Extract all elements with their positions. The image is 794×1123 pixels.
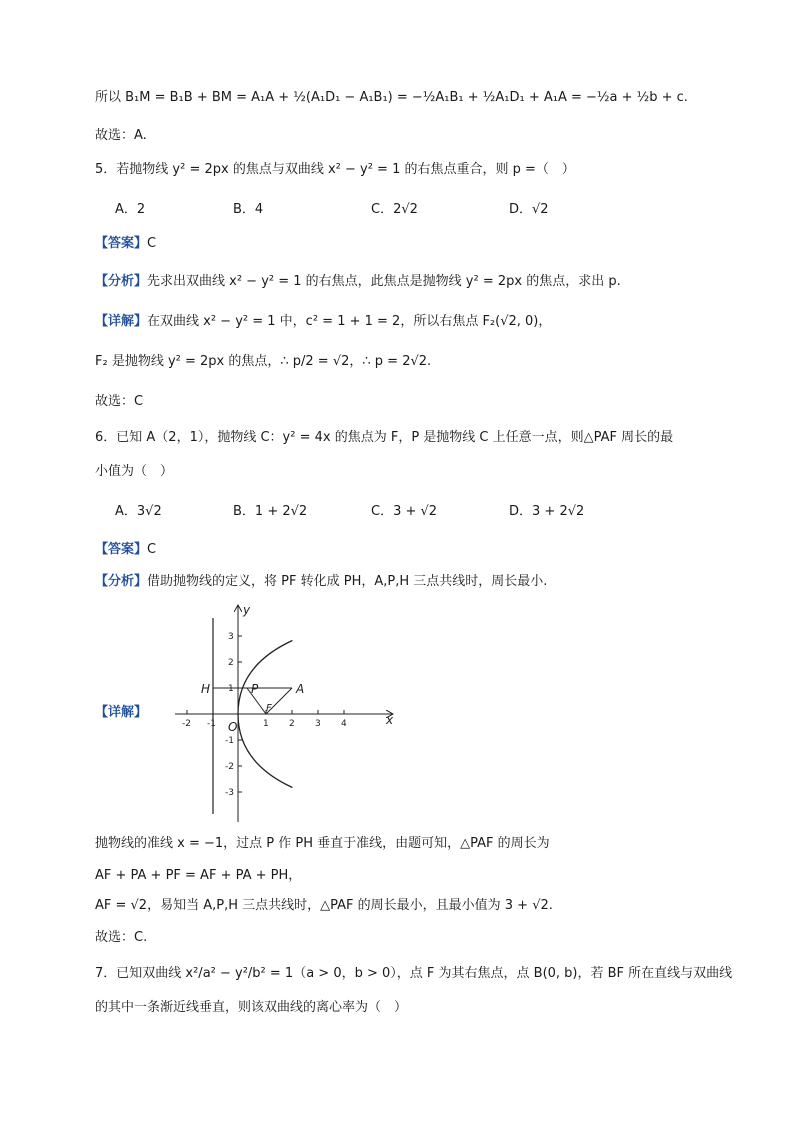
q5-analysis-row	[95, 272, 621, 292]
y-tick-label: 3	[228, 632, 234, 642]
y-tick-label: -2	[225, 762, 234, 772]
origin-label: O	[228, 720, 238, 734]
q6-analysis-row	[95, 572, 547, 592]
point-label-p: P	[251, 682, 259, 696]
q6-detail-line-1: 抛物线的准线 x = −1，过点 P 作 PH 垂直于准线，由题可知，△PAF 的周长为	[95, 836, 550, 851]
q5-option-a: A．2	[115, 202, 146, 217]
q5-conclusion: 故选：C	[95, 394, 144, 409]
x-tick-label: 4	[341, 719, 347, 729]
analysis-tag: 【分析】	[95, 574, 148, 589]
q6-detail-row	[95, 703, 147, 723]
y-tick-label: 1	[228, 684, 234, 694]
q5-answer-row	[95, 234, 156, 254]
q4-conclusion: 故选：A.	[95, 128, 147, 143]
q6-option-d: D．3 + 2√2	[509, 504, 585, 519]
q5-detail-line-1: 在双曲线 x² − y² = 1 中，c² = 1 + 1 = 2，所以右焦点 F₂(√2, 0)，	[147, 314, 552, 329]
q5-option-b: B．4	[233, 202, 264, 217]
parabola-figure	[170, 600, 400, 825]
point-label-a: A	[296, 682, 305, 696]
q6-answer: C	[147, 542, 157, 557]
q6-option-b: B．1 + 2√2	[233, 504, 308, 519]
q5-option-d: D．√2	[509, 202, 549, 217]
answer-tag: 【答案】	[95, 542, 148, 557]
q6-stem-line-2: 小值为（ ）	[95, 464, 174, 479]
q5-detail-row	[95, 312, 551, 332]
x-axis-label: x	[386, 713, 394, 727]
detail-tag: 【详解】	[95, 705, 148, 720]
q6-option-a: A．3√2	[115, 504, 162, 519]
x-tick-label: 1	[263, 719, 269, 729]
q7-stem-line-2: 的其中一条渐近线垂直，则该双曲线的离心率为（ ）	[95, 1000, 408, 1015]
y-tick-label: -3	[225, 788, 234, 798]
q6-detail-line-2: AF + PA + PF = AF + PA + PH，	[95, 868, 302, 883]
detail-tag: 【详解】	[95, 314, 148, 329]
y-axis-label: y	[243, 603, 251, 617]
q6-option-c: C．3 + √2	[371, 504, 438, 519]
x-tick-label: -2	[182, 719, 191, 729]
q6-conclusion: 故选：C.	[95, 930, 148, 945]
q7-stem-line-1: 7．已知双曲线 x²/a² − y²/b² = 1（a > 0，b > 0），点 F 为其右焦点，点 B(0, b)，若 BF 所在直线与双曲线	[95, 966, 733, 981]
q5-detail-line-2: F₂ 是抛物线 y² = 2px 的焦点，∴ p/2 = √2，∴ p = 2√2.	[95, 354, 432, 369]
q6-answer-row	[95, 540, 156, 560]
y-tick-label: 2	[228, 658, 234, 668]
x-tick-label: 2	[289, 719, 295, 729]
q5-analysis: 先求出双曲线 x² − y² = 1 的右焦点，此焦点是抛物线 y² = 2px 的焦点，求出 p.	[147, 274, 621, 289]
x-tick-label: -1	[207, 719, 216, 729]
y-tick-label: -1	[225, 736, 234, 746]
q6-detail-line-3: AF = √2，易知当 A,P,H 三点共线时，△PAF 的周长最小，且最小值为 3 + √2.	[95, 898, 553, 913]
point-label-h: H	[201, 682, 211, 696]
x-tick-label: 3	[315, 719, 321, 729]
q4-vector-derivation: 所以 B₁M = B₁B + BM = A₁A + ½(A₁D₁ − A₁B₁) = −½A₁B₁ + ½A₁D₁ + A₁A = −½a + ½b + c.	[95, 90, 688, 105]
q5-answer: C	[147, 236, 157, 251]
q6-stem-line-1: 6．已知 A（2，1），抛物线 C：y² = 4x 的焦点为 F，P 是抛物线 C 上任意一点，则△PAF 周长的最	[95, 430, 674, 445]
q5-option-c: C．2√2	[371, 202, 418, 217]
point-label-f: F	[266, 703, 272, 714]
q6-analysis: 借助抛物线的定义，将 PF 转化成 PH，A,P,H 三点共线时，周长最小.	[147, 574, 548, 589]
q5-stem: 5．若抛物线 y² = 2px 的焦点与双曲线 x² − y² = 1 的右焦点重合，则 p =（ ）	[95, 162, 575, 177]
analysis-tag: 【分析】	[95, 274, 148, 289]
answer-tag: 【答案】	[95, 236, 148, 251]
